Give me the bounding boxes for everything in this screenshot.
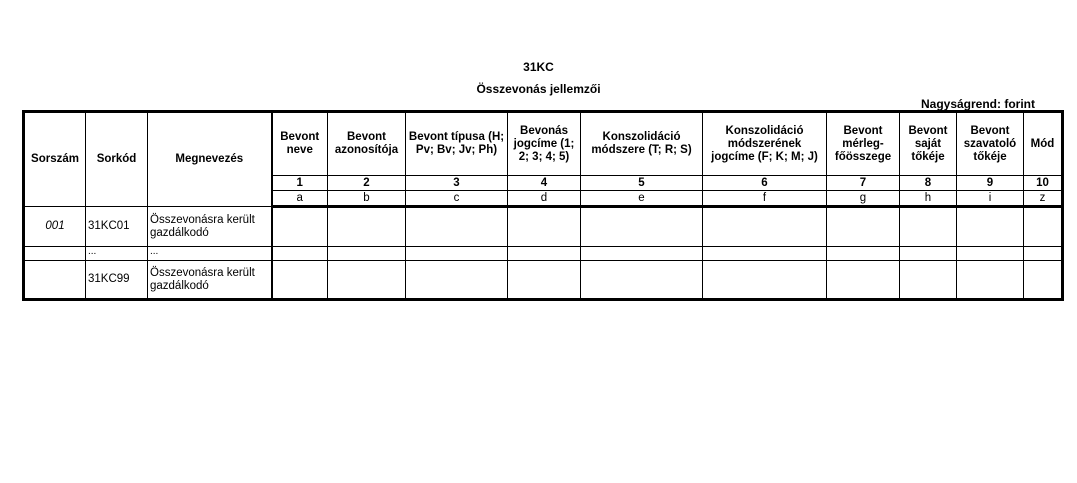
header-konszolidacio-jogcime: Konszolidáció módszerének jogcíme (F; K; M; J) xyxy=(703,112,827,176)
column-number: 4 xyxy=(508,176,581,191)
column-number: 2 xyxy=(328,176,406,191)
column-letter: d xyxy=(508,191,581,207)
cell-konszolidacio-modszere[interactable] xyxy=(581,207,703,247)
column-number: 5 xyxy=(581,176,703,191)
row-code: ... xyxy=(86,247,148,261)
column-number: 3 xyxy=(406,176,508,191)
column-letter: a xyxy=(272,191,328,207)
cell-bevont-neve[interactable] xyxy=(272,207,328,247)
cell-szavatolo-toke[interactable] xyxy=(957,207,1024,247)
header-sajat-toke: Bevont saját tőkéje xyxy=(900,112,957,176)
cell-konszolidacio-modszere[interactable] xyxy=(581,261,703,300)
header-bevont-neve: Bevont neve xyxy=(272,112,328,176)
cell-sajat-toke[interactable] xyxy=(900,261,957,300)
column-number: 10 xyxy=(1024,176,1063,191)
cell-merlegfoosszeg[interactable] xyxy=(827,247,900,261)
row-number: 001 xyxy=(24,207,86,247)
column-letter: h xyxy=(900,191,957,207)
cell-mod[interactable] xyxy=(1024,207,1063,247)
row-name: Összevonásra került gazdálkodó xyxy=(148,261,272,300)
row-code: 31KC01 xyxy=(86,207,148,247)
header-szavatolo-toke: Bevont szavatoló tőkéje xyxy=(957,112,1024,176)
column-header-row xyxy=(24,112,1063,176)
row-number xyxy=(24,247,86,261)
summary-table xyxy=(22,110,1064,301)
form-title: Összevonás jellemzői xyxy=(476,82,601,96)
cell-konszolidacio-jogcime[interactable] xyxy=(703,247,827,261)
column-number: 8 xyxy=(900,176,957,191)
cell-bevont-tipusa[interactable] xyxy=(406,247,508,261)
header-bevont-azonositoja: Bevont azonosítója xyxy=(328,112,406,176)
cell-merlegfoosszeg[interactable] xyxy=(827,261,900,300)
cell-konszolidacio-jogcime[interactable] xyxy=(703,261,827,300)
cell-szavatolo-toke[interactable] xyxy=(957,247,1024,261)
unit-label: Nagyságrend: forint xyxy=(920,97,1035,111)
column-number: 7 xyxy=(827,176,900,191)
cell-bevonas-jogcime[interactable] xyxy=(508,207,581,247)
column-letter: g xyxy=(827,191,900,207)
column-letter: f xyxy=(703,191,827,207)
cell-bevont-neve[interactable] xyxy=(272,247,328,261)
header-mod: Mód xyxy=(1024,112,1063,176)
cell-szavatolo-toke[interactable] xyxy=(957,261,1024,300)
column-number: 1 xyxy=(272,176,328,191)
cell-sajat-toke[interactable] xyxy=(900,247,957,261)
column-number: 6 xyxy=(703,176,827,191)
column-letter: e xyxy=(581,191,703,207)
column-letter: z xyxy=(1024,191,1063,207)
cell-mod[interactable] xyxy=(1024,261,1063,300)
header-konszolidacio-modszere: Konszolidáció módszere (T; R; S) xyxy=(581,112,703,176)
cell-bevont-neve[interactable] xyxy=(272,261,328,300)
row-name: Összevonásra került gazdálkodó xyxy=(148,207,272,247)
column-letter: i xyxy=(957,191,1024,207)
header-sorkod: Sorkód xyxy=(86,112,148,207)
header-megnevezes: Megnevezés xyxy=(148,112,272,207)
row-code: 31KC99 xyxy=(86,261,148,300)
form-code: 31KC xyxy=(523,60,554,74)
cell-bevont-azonositoja[interactable] xyxy=(328,247,406,261)
header-sorszam: Sorszám xyxy=(24,112,86,207)
row-name: ... xyxy=(148,247,272,261)
cell-konszolidacio-jogcime[interactable] xyxy=(703,207,827,247)
column-letter: b xyxy=(328,191,406,207)
table-row xyxy=(24,261,1063,300)
header-merlegfoosszeg: Bevont mérleg-főösszege xyxy=(827,112,900,176)
column-letter: c xyxy=(406,191,508,207)
row-number xyxy=(24,261,86,300)
cell-sajat-toke[interactable] xyxy=(900,207,957,247)
cell-merlegfoosszeg[interactable] xyxy=(827,207,900,247)
header-bevont-tipusa: Bevont típusa (H; Pv; Bv; Jv; Ph) xyxy=(406,112,508,176)
cell-bevont-azonositoja[interactable] xyxy=(328,207,406,247)
cell-bevonas-jogcime[interactable] xyxy=(508,247,581,261)
column-number: 9 xyxy=(957,176,1024,191)
table-row xyxy=(24,207,1063,247)
cell-bevont-azonositoja[interactable] xyxy=(328,261,406,300)
cell-bevonas-jogcime[interactable] xyxy=(508,261,581,300)
cell-konszolidacio-modszere[interactable] xyxy=(581,247,703,261)
cell-bevont-tipusa[interactable] xyxy=(406,207,508,247)
table-row xyxy=(24,247,1063,261)
cell-bevont-tipusa[interactable] xyxy=(406,261,508,300)
header-bevonas-jogcime: Bevonás jogcíme (1; 2; 3; 4; 5) xyxy=(508,112,581,176)
cell-mod[interactable] xyxy=(1024,247,1063,261)
